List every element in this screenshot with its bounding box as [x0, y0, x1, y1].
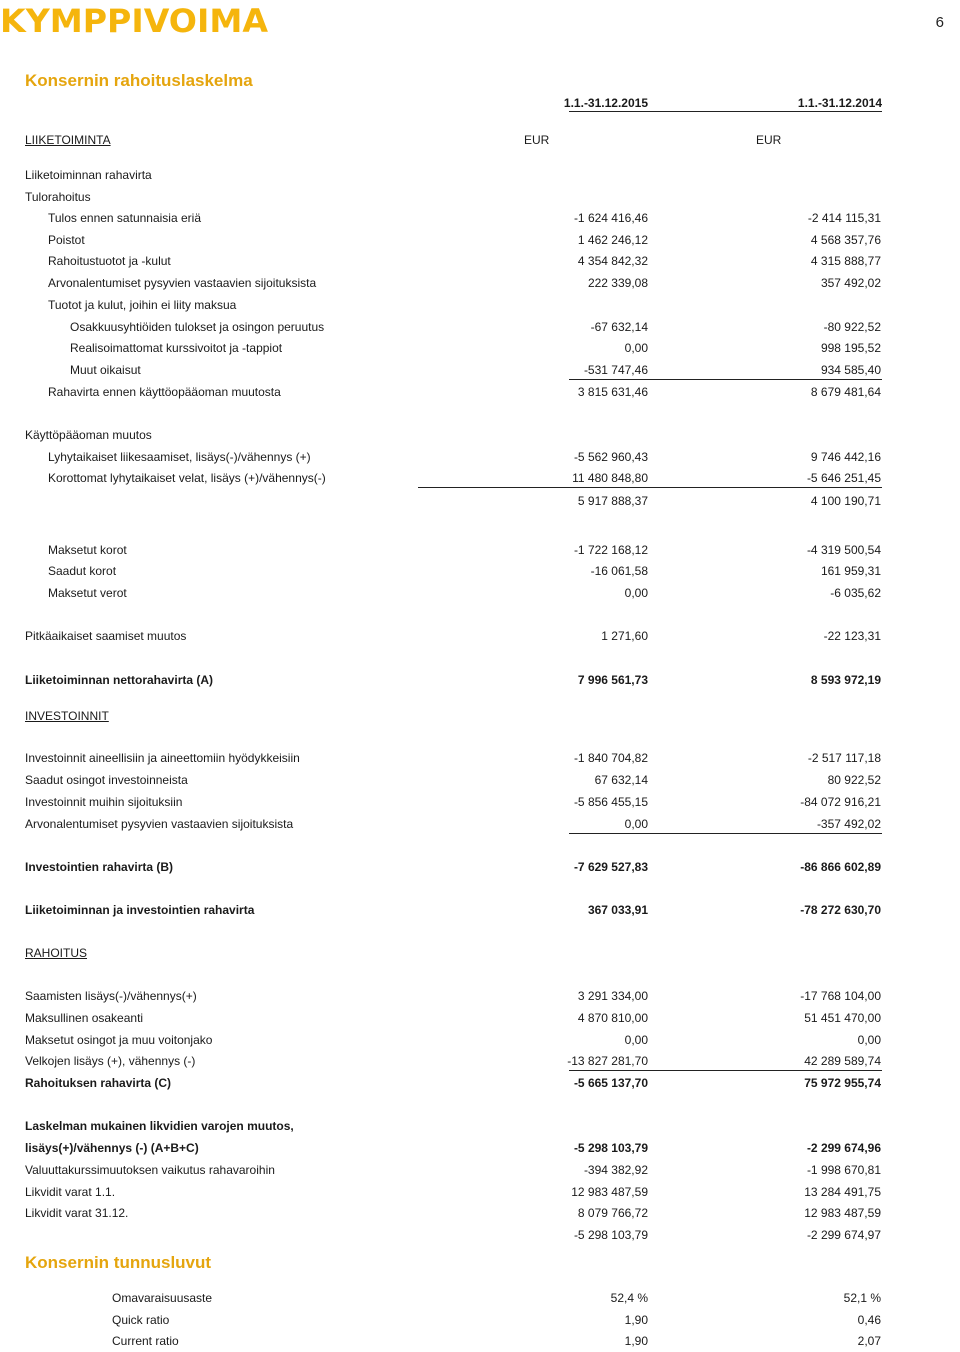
table-row	[0, 543, 960, 561]
row-label: Velkojen lisäys (+), vähennys (-)	[25, 1054, 196, 1068]
row-label: Rahoituksen rahavirta (C)	[25, 1076, 172, 1090]
row-label: Valuuttakurssimuutoksen vaikutus rahavaroihin	[25, 1163, 275, 1177]
value-2014: 4 568 357,76	[810, 233, 881, 247]
row-label: Maksullinen osakeanti	[25, 1011, 144, 1025]
company-logo	[0, 2, 272, 36]
value-2014: 80 922,52	[827, 773, 881, 787]
value-2014: -2 299 674,96	[806, 1141, 881, 1155]
value-2014: -5 646 251,45	[806, 471, 881, 485]
value-2014: 9 746 442,16	[810, 450, 881, 464]
table-row	[0, 428, 960, 446]
value-2015: -5 665 137,70	[573, 1076, 648, 1090]
table-row	[0, 1141, 960, 1159]
row-label: Maksetut osingot ja muu voitonjako	[25, 1033, 213, 1047]
row-label: Investointien rahavirta (B)	[25, 860, 174, 874]
page-number: 6	[935, 14, 944, 31]
ratio-row	[0, 1291, 960, 1309]
section-heading: LIIKETOIMINTA	[25, 133, 111, 147]
row-label: Realisoimattomat kurssivoitot ja -tappiot	[70, 341, 283, 355]
table-row	[0, 629, 960, 647]
value-2014: -1 998 670,81	[806, 1163, 881, 1177]
section-heading: RAHOITUS	[25, 946, 88, 960]
period-previous: 1.1.-31.12.2014	[797, 96, 882, 110]
row-label: Tulos ennen satunnaisia eriä	[48, 211, 201, 225]
table-row	[0, 1163, 960, 1181]
row-label: Investoinnit muihin sijoituksiin	[25, 795, 183, 809]
value-2014: -86 866 602,89	[800, 860, 881, 874]
row-label: Muut oikaisut	[70, 363, 141, 377]
value-2014: 934 585,40	[820, 363, 881, 377]
value-2015: 11 480 848,80	[572, 471, 648, 485]
value-2014: 0,00	[857, 1033, 881, 1047]
value-2015: 3 815 631,46	[577, 385, 648, 399]
value-2014: 0,46	[857, 1313, 881, 1327]
table-row	[0, 903, 960, 921]
value-2015: -394 382,92	[583, 1163, 648, 1177]
currency-previous: EUR	[756, 133, 782, 147]
ratio-label: Quick ratio	[112, 1313, 170, 1327]
value-2014: 357 492,02	[820, 276, 881, 290]
value-2014: -22 123,31	[823, 629, 881, 643]
row-label: Maksetut verot	[48, 586, 127, 600]
table-row	[0, 385, 960, 403]
table-row	[0, 494, 960, 512]
row-label: Korottomat lyhytaikaiset velat, lisäys (+)/vähennys(-)	[48, 471, 326, 485]
row-label: Rahoitustuotot ja -kulut	[48, 254, 171, 268]
ratio-row	[0, 1313, 960, 1331]
table-row	[0, 751, 960, 769]
value-2015: -16 061,58	[590, 564, 648, 578]
period-underline	[569, 111, 882, 112]
ratio-row	[0, 1334, 960, 1352]
value-2015: 7 996 561,73	[577, 673, 648, 687]
subtotal-line	[418, 487, 882, 488]
value-2014: -357 492,02	[816, 817, 881, 831]
value-2015: 1 462 246,12	[577, 233, 648, 247]
value-2015: -7 629 527,83	[573, 860, 648, 874]
table-row	[0, 709, 960, 727]
statement-title: Konsernin rahoituslaskelma	[25, 71, 253, 90]
value-2014: -4 319 500,54	[806, 543, 881, 557]
value-2015: -1 840 704,82	[573, 751, 648, 765]
table-row	[0, 946, 960, 964]
row-label: Investoinnit aineellisiin ja aineettomiin hyödykkeisiin	[25, 751, 300, 765]
value-2015: 67 632,14	[594, 773, 648, 787]
table-row	[0, 168, 960, 186]
row-label: Tulorahoitus	[25, 190, 91, 204]
row-label: Saadut korot	[48, 564, 117, 578]
table-row	[0, 673, 960, 691]
table-row	[0, 276, 960, 294]
value-2014: 8 679 481,64	[810, 385, 881, 399]
row-label: Lyhytaikaiset liikesaamiset, lisäys(-)/vähennys (+)	[48, 450, 311, 464]
table-row	[0, 586, 960, 604]
table-row	[0, 133, 960, 151]
value-2014: -17 768 104,00	[800, 989, 881, 1003]
value-2014: 13 284 491,75	[804, 1185, 881, 1199]
value-2014: -2 414 115,31	[807, 211, 881, 225]
value-2015: 3 291 334,00	[577, 989, 648, 1003]
table-row	[0, 1076, 960, 1094]
value-2014: -80 922,52	[823, 320, 881, 334]
value-2015: 0,00	[624, 1033, 648, 1047]
value-2014: -6 035,62	[830, 586, 881, 600]
table-row	[0, 860, 960, 878]
section-heading: INVESTOINNIT	[25, 709, 109, 723]
table-row	[0, 341, 960, 359]
value-2014: 998 195,52	[820, 341, 881, 355]
table-row	[0, 233, 960, 251]
table-row	[0, 989, 960, 1007]
table-row	[0, 564, 960, 582]
value-2015: -13 827 281,70	[567, 1054, 648, 1068]
table-row	[0, 298, 960, 316]
value-2015: -1 624 416,46	[573, 211, 648, 225]
value-2015: 1,90	[624, 1313, 648, 1327]
row-label: Käyttöpääoman muutos	[25, 428, 152, 442]
value-2014: 8 593 972,19	[810, 673, 881, 687]
row-label: Likvidit varat 31.12.	[25, 1206, 129, 1220]
value-2015: 5 917 888,37	[577, 494, 648, 508]
table-row	[0, 1228, 960, 1246]
value-2014: 12 983 487,59	[804, 1206, 881, 1220]
table-row	[0, 1206, 960, 1224]
value-2014: 161 959,31	[820, 564, 881, 578]
row-label: Likvidit varat 1.1.	[25, 1185, 116, 1199]
table-row	[0, 320, 960, 338]
table-row	[0, 1185, 960, 1203]
table-row	[0, 1119, 960, 1137]
value-2014: -2 517 117,18	[807, 751, 881, 765]
value-2015: 1,90	[624, 1334, 648, 1348]
value-2015: 0,00	[624, 817, 648, 831]
value-2015: 367 033,91	[587, 903, 648, 917]
row-label: Laskelman mukainen likvidien varojen muutos,	[25, 1119, 294, 1133]
value-2015: -1 722 168,12	[573, 543, 648, 557]
subtotal-line	[569, 1070, 882, 1071]
subtotal-line	[569, 833, 882, 834]
value-2015: 222 339,08	[587, 276, 648, 290]
value-2015: -5 562 960,43	[573, 450, 648, 464]
row-label: Liiketoiminnan rahavirta	[25, 168, 152, 182]
value-2014: 51 451 470,00	[804, 1011, 881, 1025]
table-row	[0, 450, 960, 468]
table-row	[0, 190, 960, 208]
ratio-label: Current ratio	[112, 1334, 179, 1348]
value-2015: 8 079 766,72	[577, 1206, 648, 1220]
table-row	[0, 1033, 960, 1051]
value-2015: 52,4 %	[610, 1291, 648, 1305]
row-label: Maksetut korot	[48, 543, 127, 557]
row-label: Liiketoiminnan ja investointien rahavirta	[25, 903, 255, 917]
row-label: Arvonalentumiset pysyvien vastaavien sijoituksista	[25, 817, 294, 831]
row-label: Rahavirta ennen käyttöopääoman muutosta	[48, 385, 281, 399]
table-row	[0, 795, 960, 813]
value-2014: 2,07	[857, 1334, 881, 1348]
table-row	[0, 1011, 960, 1029]
ratios-title: Konsernin tunnusluvut	[25, 1253, 212, 1272]
table-row	[0, 211, 960, 229]
value-2014: 42 289 589,74	[804, 1054, 881, 1068]
value-2015: -5 856 455,15	[573, 795, 648, 809]
value-2015: 0,00	[624, 586, 648, 600]
row-label: Arvonalentumiset pysyvien vastaavien sijoituksista	[48, 276, 317, 290]
table-row	[0, 773, 960, 791]
value-2015: 4 870 810,00	[577, 1011, 648, 1025]
value-2014: -84 072 916,21	[800, 795, 881, 809]
value-2015: -5 298 103,79	[573, 1141, 648, 1155]
row-label: Tuotot ja kulut, joihin ei liity maksua	[48, 298, 237, 312]
period-current: 1.1.-31.12.2015	[563, 96, 648, 110]
row-label: lisäys(+)/vähennys (-) (A+B+C)	[25, 1141, 199, 1155]
value-2015: 0,00	[624, 341, 648, 355]
row-label: Saamisten lisäys(-)/vähennys(+)	[25, 989, 197, 1003]
value-2014: 52,1 %	[843, 1291, 881, 1305]
value-2014: -78 272 630,70	[800, 903, 881, 917]
value-2014: 4 100 190,71	[810, 494, 881, 508]
logo-text: KYMPPIVOIMA	[0, 2, 269, 36]
value-2015: 12 983 487,59	[571, 1185, 648, 1199]
row-label: Liiketoiminnan nettorahavirta (A)	[25, 673, 214, 687]
value-2014: -2 299 674,97	[806, 1228, 881, 1242]
value-2015: -67 632,14	[590, 320, 648, 334]
row-label: Osakkuusyhtiöiden tulokset ja osingon peruutus	[70, 320, 325, 334]
value-2014: 75 972 955,74	[804, 1076, 881, 1090]
row-label: Pitkäaikaiset saamiset muutos	[25, 629, 187, 643]
currency-current: EUR	[524, 133, 550, 147]
subtotal-line	[569, 379, 882, 380]
row-label: Saadut osingot investoinneista	[25, 773, 188, 787]
row-label: Poistot	[48, 233, 85, 247]
value-2014: 4 315 888,77	[810, 254, 881, 268]
value-2015: -531 747,46	[583, 363, 648, 377]
value-2015: -5 298 103,79	[573, 1228, 648, 1242]
table-row	[0, 254, 960, 272]
ratio-label: Omavaraisuusaste	[112, 1291, 213, 1305]
value-2015: 4 354 842,32	[577, 254, 648, 268]
value-2015: 1 271,60	[601, 629, 648, 643]
